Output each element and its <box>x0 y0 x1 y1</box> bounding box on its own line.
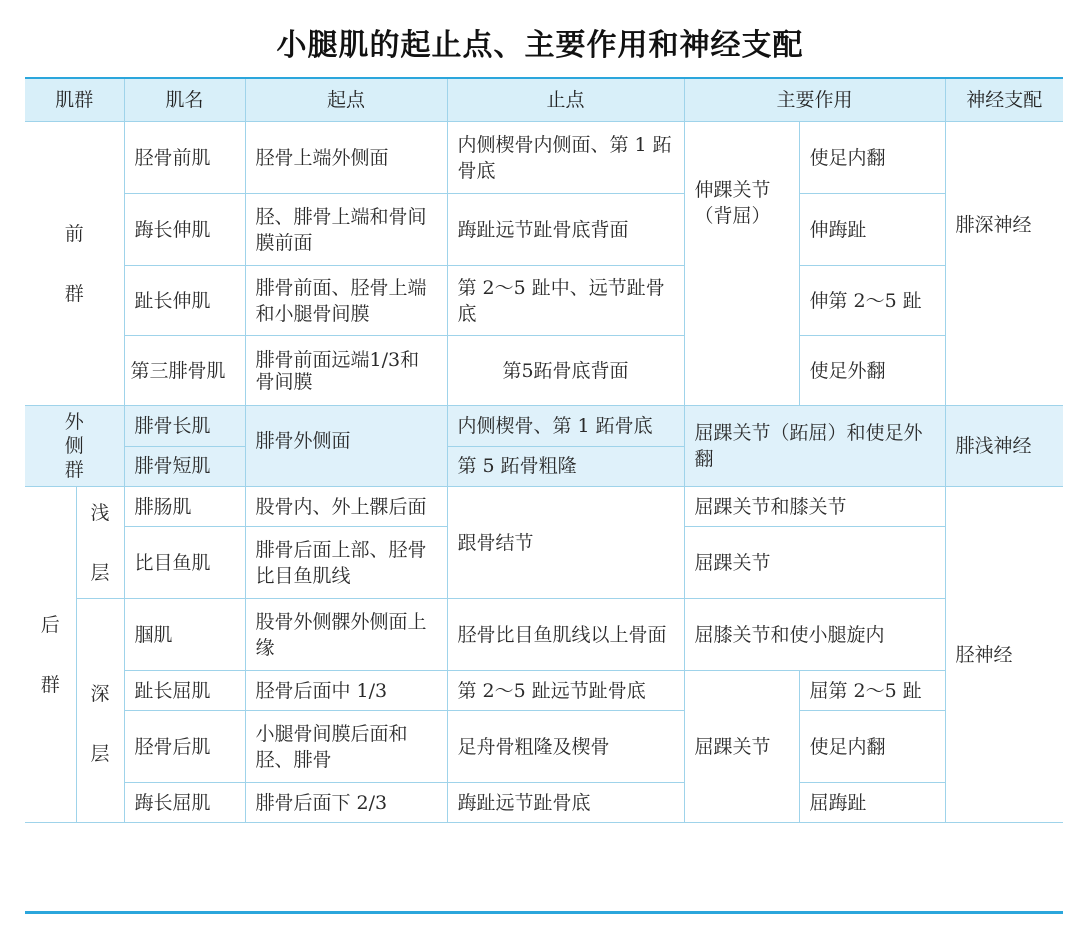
origin-cell: 胫、腓骨上端和骨间膜前面 <box>245 194 447 266</box>
origin-cell: 股骨内、外上髁后面 <box>245 487 447 527</box>
insertion-cell: 第 2～5 趾中、远节趾骨底 <box>447 266 684 336</box>
action-cell: 使足外翻 <box>799 336 945 406</box>
table-row <box>25 406 1063 447</box>
action-cell: 屈膝关节和使小腿旋内 <box>684 599 945 671</box>
action-cell: 伸踇趾 <box>799 194 945 266</box>
action-cell: 屈第 2～5 趾 <box>799 671 945 711</box>
action-cell: 屈踝关节和膝关节 <box>684 487 945 527</box>
header-origin: 起点 <box>245 79 447 122</box>
insertion-superficial: 跟骨结节 <box>447 487 684 599</box>
action-cell: 屈踝关节 <box>684 527 945 599</box>
table-row <box>25 671 1063 711</box>
group-posterior: 后 群 <box>25 487 76 823</box>
muscle-name: 腓骨短肌 <box>124 446 245 487</box>
layer-superficial: 浅 层 <box>76 487 124 599</box>
insertion-cell: 内侧楔骨内侧面、第 1 跖骨底 <box>447 122 684 194</box>
muscle-name: 趾长伸肌 <box>124 266 245 336</box>
origin-cell: 腓骨后面上部、胫骨比目鱼肌线 <box>245 527 447 599</box>
origin-cell: 腓骨后面下 2/3 <box>245 783 447 823</box>
nerve-anterior: 腓深神经 <box>945 122 1063 406</box>
muscle-name: 踇长屈肌 <box>124 783 245 823</box>
muscle-name: 胫骨后肌 <box>124 711 245 783</box>
header-group: 肌群 <box>25 79 124 122</box>
table-row <box>25 487 1063 527</box>
table-row <box>25 599 1063 671</box>
table-row <box>25 336 1063 406</box>
header-nerve: 神经支配 <box>945 79 1063 122</box>
origin-cell: 腓骨前面远端1/3和骨间膜 <box>245 336 447 406</box>
muscle-name: 腘肌 <box>124 599 245 671</box>
nerve-lateral: 腓浅神经 <box>945 406 1063 487</box>
insertion-cell: 足舟骨粗隆及楔骨 <box>447 711 684 783</box>
insertion-cell: 踇趾远节趾骨底背面 <box>447 194 684 266</box>
origin-cell: 胫骨上端外侧面 <box>245 122 447 194</box>
header-insertion: 止点 <box>447 79 684 122</box>
insertion-cell: 第 5 跖骨粗隆 <box>447 446 684 487</box>
origin-cell: 胫骨后面中 1/3 <box>245 671 447 711</box>
muscle-name: 胫骨前肌 <box>124 122 245 194</box>
table-row <box>25 266 1063 336</box>
table-bottom-rule <box>25 911 1063 914</box>
muscle-table <box>25 79 1063 823</box>
origin-lateral: 腓骨外侧面 <box>245 406 447 487</box>
origin-cell: 小腿骨间膜后面和胫、腓骨 <box>245 711 447 783</box>
action-cell: 伸第 2～5 趾 <box>799 266 945 336</box>
header-row <box>25 79 1063 122</box>
shared-action-deep: 屈踝关节 <box>684 671 799 823</box>
muscle-name: 第三腓骨肌 <box>124 336 245 406</box>
header-name: 肌名 <box>124 79 245 122</box>
insertion-cell: 第5跖骨底背面 <box>447 336 684 406</box>
group-lateral: 外 侧 群 <box>25 406 124 487</box>
action-cell: 使足内翻 <box>799 122 945 194</box>
layer-deep: 深 层 <box>76 599 124 823</box>
insertion-cell: 胫骨比目鱼肌线以上骨面 <box>447 599 684 671</box>
origin-cell: 股骨外侧髁外侧面上缘 <box>245 599 447 671</box>
shared-action-anterior: 伸踝关节 （背屈） <box>684 122 799 406</box>
action-cell: 使足内翻 <box>799 711 945 783</box>
header-action: 主要作用 <box>684 79 945 122</box>
origin-cell: 腓骨前面、胫骨上端和小腿骨间膜 <box>245 266 447 336</box>
insertion-cell: 第 2～5 趾远节趾骨底 <box>447 671 684 711</box>
insertion-cell: 内侧楔骨、第 1 跖骨底 <box>447 406 684 447</box>
table-row <box>25 122 1063 194</box>
action-cell: 屈踇趾 <box>799 783 945 823</box>
nerve-posterior: 胫神经 <box>945 487 1063 823</box>
page-title: 小腿肌的起止点、主要作用和神经支配 <box>276 28 804 63</box>
insertion-cell: 踇趾远节趾骨底 <box>447 783 684 823</box>
muscle-name: 趾长屈肌 <box>124 671 245 711</box>
muscle-name: 腓肠肌 <box>124 487 245 527</box>
table-row <box>25 711 1063 783</box>
muscle-name: 比目鱼肌 <box>124 527 245 599</box>
table-row <box>25 194 1063 266</box>
table-row <box>25 783 1063 823</box>
muscle-name: 踇长伸肌 <box>124 194 245 266</box>
action-lateral: 屈踝关节（跖屈）和使足外翻 <box>684 406 945 487</box>
group-anterior: 前 群 <box>25 122 124 406</box>
muscle-name: 腓骨长肌 <box>124 406 245 447</box>
